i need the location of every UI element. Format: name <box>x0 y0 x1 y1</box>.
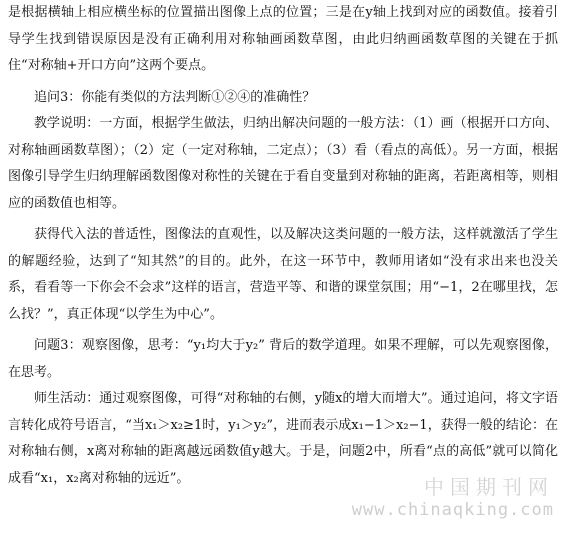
paragraph-activity: 师生活动：通过观察图像，可得“对称轴的右侧，y随x的增大而增大”。通过追问，将文字语言转化成符号语言，“当x₁＞x₂≥1时，y₁＞y₂”，进而表示成x₁−1＞x₂−1，获得一般的结论：在对称轴右侧，x离对称轴的距离越远函数值y越大。于是，问题2中，所看“点的高低”就可以简化成看“x₁，x₂离对称轴的远近”。 <box>8 391 558 486</box>
paragraph-1: 是根据横轴上相应横坐标的位置描出图像上点的位置；三是在y轴上找到对应的函数值。接着引导学生找到错误原因是没有正确利用对称轴画函数草图，由此归纳画函数草图的关键在于抓住“对称轴+开口方向”这两个要点。 <box>8 5 558 73</box>
watermark-url: www.chinaqking.com <box>351 500 554 520</box>
paragraph-follow-up-question: 追问3：你能有类似的方法判断①②④的准确性？ <box>34 89 316 105</box>
paragraph-method-summary: 获得代入法的普适性，图像法的直观性，以及解决这类问题的一般方法，这样就激活了学生的解题经验，达到了“知其然”的目的。此外，在这一环节中，教师用诸如“没有求出来也没关系，看看等一下你会不会求”这样的语言，营造平等、和谐的课堂氛围；用“−1，2在哪里找，怎么找？”，真正体现“以学生为中心”。 <box>8 227 558 322</box>
paragraph-teaching-note: 教学说明：一方面，根据学生做法，归纳出解决问题的一般方法：（1）画（根据开口方向、对称轴画函数草图）；（2）定（一定对称轴，二定点）；（3）看（看点的高低）。另一方面，根据图像引导学生归纳理解函数图像对称性的关键在于看自变量到对称轴的距离，若距离相等，则相应的函数值也相等。 <box>8 116 558 211</box>
paragraph-question-3: 问题3：观察图像，思考：“y₁均大于y₂” 背后的数学道理。如果不理解，可以先观察图像，在思考。 <box>8 338 558 380</box>
watermark-chinese: 中国期刊网 <box>424 475 554 499</box>
